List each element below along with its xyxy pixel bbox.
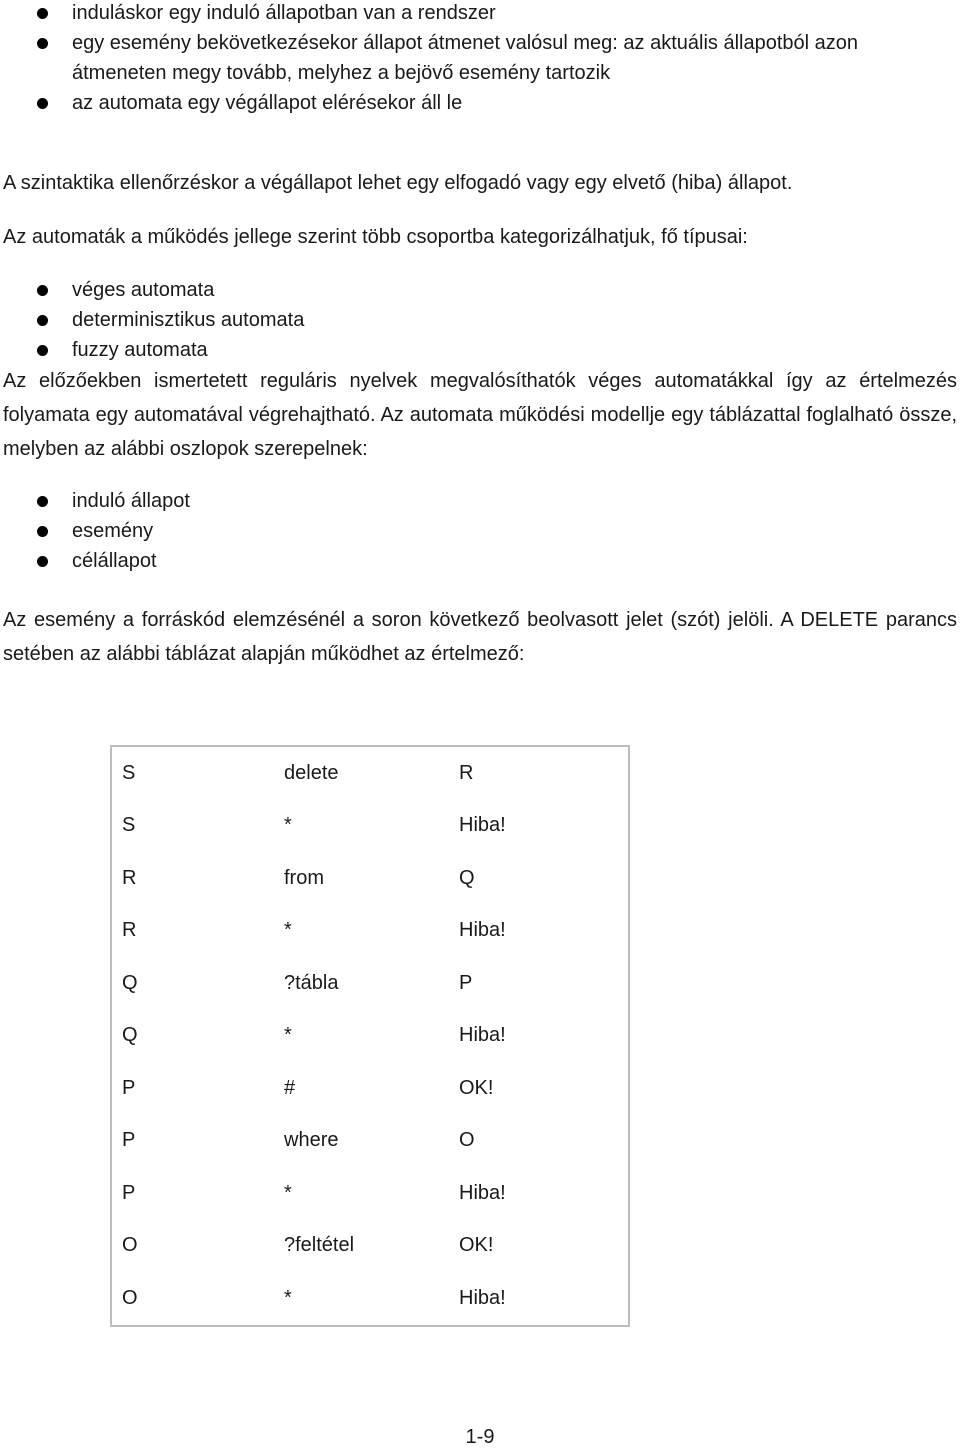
table-row bbox=[111, 1220, 629, 1273]
list-item bbox=[0, 518, 960, 548]
bullet-icon bbox=[37, 38, 48, 49]
list-item-text: egy esemény bekövetkezésekor állapot átmenet valósul meg: az aktuális állapotból azon bbox=[72, 32, 859, 54]
bullet-icon bbox=[37, 315, 48, 326]
table-cell-target-state: Hiba! bbox=[459, 1286, 506, 1309]
table-row bbox=[111, 852, 629, 905]
paragraph-event: Az esemény a forráskód elemzésénél a soron következő beolvasott jelet (szót) jelöli. A DELETE parancs setében az alábbi táblázat alapján működhet az értelmező: bbox=[3, 609, 957, 665]
table-cell-start-state: P bbox=[122, 1129, 136, 1152]
table-cell-target-state: OK! bbox=[459, 1234, 494, 1257]
bullet-icon bbox=[37, 8, 48, 19]
table-row bbox=[111, 800, 629, 853]
table-row bbox=[111, 1062, 629, 1115]
table-cell-start-state: Q bbox=[122, 1024, 138, 1047]
list-item-text: induláskor egy induló állapotban van a rendszer bbox=[72, 2, 496, 24]
table-cell-event: where bbox=[284, 1129, 339, 1152]
list-item bbox=[0, 90, 960, 120]
table-cell-event: ?tábla bbox=[284, 971, 339, 994]
list-item-text: átmeneten megy tovább, melyhez a bejövő esemény tartozik bbox=[72, 62, 611, 84]
table-cell-event: * bbox=[284, 1024, 292, 1047]
columns-bullet-list bbox=[0, 488, 960, 578]
paragraph-types: Az automaták a működés jellege szerint több csoportba kategorizálhatjuk, fő típusai: bbox=[3, 226, 748, 248]
table-row bbox=[111, 1272, 629, 1326]
bullet-icon bbox=[37, 98, 48, 109]
bullet-icon bbox=[37, 556, 48, 567]
table-cell-event: from bbox=[284, 866, 324, 889]
bullet-icon bbox=[37, 496, 48, 507]
table-cell-start-state: S bbox=[122, 814, 136, 837]
list-item bbox=[0, 548, 960, 578]
list-item bbox=[0, 337, 960, 367]
state-transition-table bbox=[110, 745, 630, 1327]
list-item bbox=[0, 30, 960, 60]
list-item-text: az automata egy végállapot elérésekor áll le bbox=[72, 92, 463, 114]
list-item bbox=[0, 0, 960, 30]
table-cell-start-state: P bbox=[122, 1181, 136, 1204]
list-item bbox=[0, 307, 960, 337]
table-cell-start-state: Q bbox=[122, 971, 138, 994]
list-item-text: célállapot bbox=[72, 550, 157, 572]
table-row bbox=[111, 1167, 629, 1220]
list-item-text: véges automata bbox=[72, 279, 215, 301]
intro-bullet-list bbox=[0, 0, 960, 120]
list-item bbox=[0, 277, 960, 307]
list-item-text: fuzzy automata bbox=[72, 339, 208, 361]
table-cell-start-state: O bbox=[122, 1234, 138, 1257]
list-item bbox=[0, 488, 960, 518]
table-cell-event: * bbox=[284, 919, 292, 942]
paragraph-final-state: A szintaktika ellenőrzéskor a végállapot lehet egy elfogadó vagy egy elvető (hiba) állapot. bbox=[3, 172, 793, 194]
list-item-text: determinisztikus automata bbox=[72, 309, 305, 331]
paragraph-model: Az előzőekben ismertetett reguláris nyelvek megvalósíthatók véges automatákkal így az értelmezés folyamata egy automatával végrehajtható. Az automata működési modellje egy táblázattal foglalható össze, melyben az alábbi oszlopok szerepelnek: bbox=[3, 370, 957, 460]
table-cell-target-state: Hiba! bbox=[459, 1024, 506, 1047]
list-item-text: esemény bbox=[72, 520, 154, 542]
table-cell-event: * bbox=[284, 1286, 292, 1309]
table-cell-target-state: Hiba! bbox=[459, 814, 506, 837]
table-cell-start-state: R bbox=[122, 919, 137, 942]
table-cell-start-state: S bbox=[122, 761, 136, 784]
table-cell-start-state: O bbox=[122, 1286, 138, 1309]
page-number: 1-9 bbox=[465, 1426, 495, 1448]
table-row bbox=[111, 905, 629, 958]
table-cell-start-state: R bbox=[122, 866, 137, 889]
types-bullet-list bbox=[0, 277, 960, 367]
bullet-icon bbox=[37, 345, 48, 356]
table-cell-target-state: Q bbox=[459, 866, 475, 889]
bullet-icon bbox=[37, 526, 48, 537]
table-cell-target-state: P bbox=[459, 971, 473, 994]
table-row bbox=[111, 746, 629, 800]
table-row bbox=[111, 1115, 629, 1168]
table-cell-target-state: Hiba! bbox=[459, 919, 506, 942]
table-cell-event: * bbox=[284, 1181, 292, 1204]
table-cell-target-state: O bbox=[459, 1129, 475, 1152]
list-item-continuation bbox=[0, 60, 960, 90]
table-cell-target-state: OK! bbox=[459, 1076, 494, 1099]
table-cell-target-state: Hiba! bbox=[459, 1181, 506, 1204]
bullet-icon bbox=[37, 285, 48, 296]
table-row bbox=[111, 957, 629, 1010]
table-cell-event: # bbox=[284, 1076, 296, 1099]
table-cell-target-state: R bbox=[459, 761, 474, 784]
list-item-text: induló állapot bbox=[72, 490, 190, 512]
table-cell-event: delete bbox=[284, 761, 339, 784]
table-row bbox=[111, 1010, 629, 1063]
table-cell-event: ?feltétel bbox=[284, 1234, 355, 1257]
table-cell-start-state: P bbox=[122, 1076, 136, 1099]
table-cell-event: * bbox=[284, 814, 292, 837]
